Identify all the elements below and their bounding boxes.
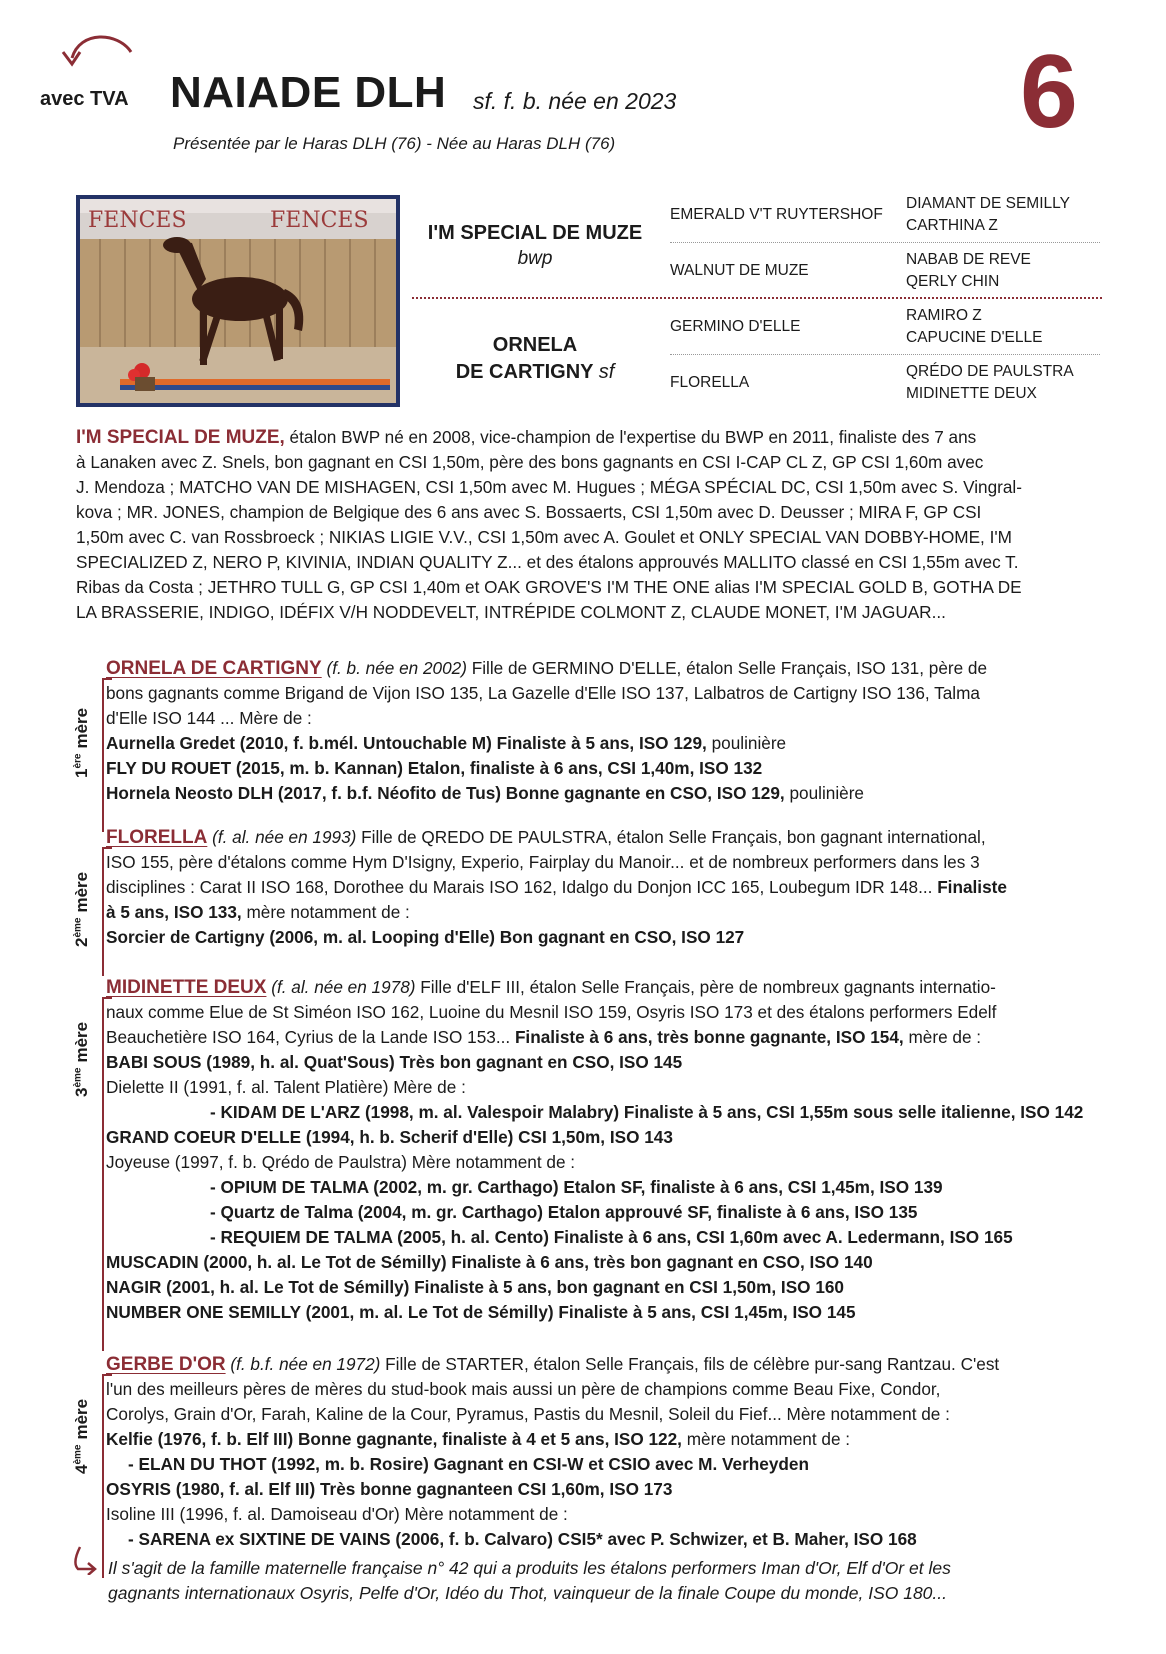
mere-bracket bbox=[102, 997, 104, 1351]
horse-info: sf. f. b. née en 2023 bbox=[473, 88, 677, 114]
mere-text-line bbox=[106, 875, 1007, 900]
mere-text: Isoline III (1996, f. al. Damoiseau d'Or) Mère notamment de : bbox=[106, 1504, 568, 1524]
mere-text-line bbox=[128, 1527, 917, 1552]
mere-text: l'un des meilleurs pères de mères du stud-book mais aussi un père de champions comme Beau Fixe, Condor, bbox=[106, 1379, 941, 1399]
mere-text: Joyeuse (1997, f. b. Qrédo de Paulstra) Mère notamment de : bbox=[106, 1152, 576, 1172]
sire-text: 1,50m avec C. van Rossbroeck ; NIKIAS LIGIE V.V., CSI 1,50m avec A. Goulet et ONLY SPECIAL VAN DOBBY-HOME, I'M bbox=[76, 527, 1012, 547]
mere-text-line bbox=[106, 1300, 856, 1325]
offspring-highlight: - ELAN DU THOT (1992, m. b. Rosire) Gagnant en CSI-W et CSIO avec M. Verheyden bbox=[128, 1454, 809, 1474]
mere-text-line bbox=[106, 706, 312, 731]
sire-text-line bbox=[76, 600, 1100, 625]
sire-text: à Lanaken avec Z. Snels, bon gagnant en CSI 1,50m, père des bons gagnants en CSI I-CAP CL Z, GP CSI 1,60m avec bbox=[76, 452, 984, 472]
offspring-highlight: à 5 ans, ISO 133, bbox=[106, 902, 242, 922]
mere-generation-label bbox=[72, 1399, 92, 1474]
mere-birth-info: (f. b.f. née en 1972) bbox=[230, 1354, 381, 1374]
offspring-highlight: MUSCADIN (2000, h. al. Le Tot de Sémilly) Finaliste à 6 ans, très bon gagnant en CSO, ISO 140 bbox=[106, 1252, 873, 1272]
offspring-highlight: GRAND COEUR D'ELLE (1994, h. b. Scherif d'Elle) CSI 1,50m, ISO 143 bbox=[106, 1127, 673, 1147]
sire-text-line bbox=[76, 425, 1100, 450]
lot-number: 6 bbox=[1020, 34, 1078, 150]
pedigree-dam-studbook: sf bbox=[598, 361, 615, 383]
footer-note bbox=[108, 1556, 1098, 1606]
mere-text: ISO 155, père d'étalons comme Hym D'Isigny, Experio, Fairplay du Manoir... et de nombreux performers dans les 3 bbox=[106, 852, 980, 872]
mere-text-line bbox=[210, 1100, 1083, 1125]
mere-generation-label bbox=[72, 1022, 92, 1097]
mere-text-line bbox=[106, 1250, 873, 1275]
mere-label-suffix: ère bbox=[72, 753, 84, 769]
mere-text: Fille de STARTER, étalon Selle Français, fils de célèbre pur-sang Rantzau. C'est bbox=[380, 1354, 1000, 1374]
offspring-highlight: NUMBER ONE SEMILLY (2001, m. al. Le Tot de Sémilly) Finaliste à 5 ans, CSI 1,45m, ISO 145 bbox=[106, 1302, 856, 1322]
mere-text: Fille d'ELF III, étalon Selle Français, père de nombreux gagnants internatio- bbox=[415, 977, 996, 997]
offspring-highlight: - SARENA ex SIXTINE DE VAINS (2006, f. b. Calvaro) CSI5* avec P. Schwizer, et B. Maher, ISO 168 bbox=[128, 1529, 917, 1549]
sire-text-line bbox=[76, 475, 1100, 500]
pedigree-dam-line2: DE CARTIGNY bbox=[455, 361, 594, 383]
sire-text-line bbox=[76, 575, 1100, 600]
mere-generation-label bbox=[72, 872, 92, 947]
pedigree-ggp-2: CARTHINA Z bbox=[906, 217, 998, 234]
mere-text-line bbox=[106, 731, 786, 756]
pedigree-ggp-7: QRÉDO DE PAULSTRA bbox=[906, 363, 1074, 380]
pedigree-ggp-6: CAPUCINE D'ELLE bbox=[906, 329, 1043, 346]
pedigree-divider-main bbox=[412, 297, 1102, 299]
horse-photo bbox=[76, 195, 400, 407]
offspring-highlight: NAGIR (2001, h. al. Le Tot de Sémilly) Finaliste à 5 ans, bon gagnant en CSI 1,50m, ISO 160 bbox=[106, 1277, 844, 1297]
mere-text: bons gagnants comme Brigand de Vijon ISO 135, La Gazelle d'Elle ISO 137, Lalbatros de Cartigny ISO 136, Talma bbox=[106, 683, 980, 703]
sire-text: Ribas da Costa ; JETHRO TULL G, GP CSI 1,40m et OAK GROVE'S I'M THE ONE alias I'M SPECIAL GOLD B, GOTHA DE bbox=[76, 577, 1022, 597]
mere-text-line bbox=[106, 1502, 568, 1527]
svg-text:FENCES: FENCES bbox=[270, 208, 369, 233]
offspring-highlight: - REQUIEM DE TALMA (2005, h. al. Cento) Finaliste à 6 ans, CSI 1,60m avec A. Ledermann, ISO 165 bbox=[210, 1227, 1013, 1247]
sire-name-heading: I'M SPECIAL DE MUZE, bbox=[76, 427, 285, 448]
mere-text-line bbox=[106, 1125, 673, 1150]
mere-name-heading: MIDINETTE DEUX bbox=[106, 977, 267, 998]
mere-text-line bbox=[128, 1452, 809, 1477]
pedigree-sire: I'M SPECIAL DE MUZE bbox=[427, 222, 643, 244]
mere-text-line bbox=[210, 1225, 1013, 1250]
offspring-highlight: FLY DU ROUET (2015, m. b. Kannan) Etalon, finaliste à 6 ans, CSI 1,40m, ISO 132 bbox=[106, 758, 763, 778]
mere-label-word: mère bbox=[72, 1021, 91, 1063]
mere-generation-label bbox=[72, 708, 92, 778]
svg-text:FENCES: FENCES bbox=[88, 208, 187, 233]
mere-text: d'Elle ISO 144 ... Mère de : bbox=[106, 708, 312, 728]
pedigree-gp-2: WALNUT DE MUZE bbox=[670, 262, 809, 279]
pedigree-divider bbox=[670, 242, 1100, 243]
offspring-highlight: Finaliste à 6 ans, très bonne gagnante, ISO 154, bbox=[514, 1027, 904, 1047]
mere-text: naux comme Elue de St Siméon ISO 162, Luoine du Mesnil ISO 159, Osyris ISO 173 et des étalons performers Edelf bbox=[106, 1002, 997, 1022]
mere-text-line bbox=[210, 1200, 917, 1225]
mere-name-heading: GERBE D'OR bbox=[106, 1354, 226, 1375]
offspring-highlight: Sorcier de Cartigny (2006, m. al. Looping d'Elle) Bon gagnant en CSO, ISO 127 bbox=[106, 927, 745, 947]
offspring-highlight: - OPIUM DE TALMA (2002, m. gr. Carthago) Etalon SF, finaliste à 6 ans, CSI 1,45m, ISO 139 bbox=[210, 1177, 943, 1197]
horse-name: NAIADE DLH bbox=[170, 68, 447, 117]
pedigree-ggp-4: QERLY CHIN bbox=[906, 273, 1000, 290]
footer-line-1: Il s'agit de la famille maternelle française n° 42 qui a produits les étalons performers Iman d'Or, Elf d'Or et les bbox=[108, 1558, 951, 1578]
mere-text-line bbox=[106, 756, 762, 781]
mere-text-line bbox=[106, 1427, 850, 1452]
mere-text-line bbox=[106, 1075, 466, 1100]
pedigree-ggp-8: MIDINETTE DEUX bbox=[906, 385, 1037, 402]
mere-label-word: mère bbox=[72, 707, 91, 749]
sire-text: J. Mendoza ; MATCHO VAN DE MISHAGEN, CSI 1,50m avec M. Hugues ; MÉGA SPÉCIAL DC, CSI 1,50m avec S. Vingral- bbox=[76, 477, 1022, 497]
sire-text-line bbox=[76, 550, 1100, 575]
mere-text: Corolys, Grain d'Or, Farah, Kaline de la Cour, Pyramus, Pastis du Mesnil, Soleil du Fief... Mère notamment de : bbox=[106, 1404, 950, 1424]
return-arrow-icon bbox=[72, 1545, 98, 1575]
sire-text: LA BRASSERIE, INDIGO, IDÉFIX V/H NODDEVELT, INTRÉPIDE COLMONT Z, CLAUDE MONET, I'M JAGUAR... bbox=[76, 602, 946, 622]
offspring-highlight: OSYRIS (1980, f. al. Elf III) Très bonne gagnanteen CSI 1,60m, ISO 173 bbox=[106, 1479, 673, 1499]
offspring-highlight: BABI SOUS (1989, h. al. Quat'Sous) Très bon gagnant en CSO, ISO 145 bbox=[106, 1052, 683, 1072]
mere-label-word: mère bbox=[72, 1398, 91, 1440]
mere-text: poulinière bbox=[784, 783, 864, 803]
mere-text-line bbox=[106, 1025, 981, 1050]
sire-text-line bbox=[76, 525, 1100, 550]
mere-text-line bbox=[106, 681, 980, 706]
mere-text-line bbox=[106, 975, 996, 1000]
mere-label-suffix: ème bbox=[72, 1067, 84, 1088]
sire-text-line bbox=[76, 450, 1100, 475]
mere-text-line bbox=[106, 850, 980, 875]
mere-text-line bbox=[210, 1175, 943, 1200]
mere-label-number: 2 bbox=[72, 937, 91, 947]
mere-text: disciplines : Carat II ISO 168, Dorothee du Marais ISO 162, Idalgo du Donjon ICC 165, Loubegum IDR 148... bbox=[106, 877, 938, 897]
mere-text-line bbox=[106, 1477, 672, 1502]
offspring-highlight: Aurnella Gredet (2010, f. b.mél. Untouchable M) Finaliste à 5 ans, ISO 129, bbox=[106, 733, 707, 753]
mere-text-line bbox=[106, 656, 987, 681]
mere-text-line bbox=[106, 900, 410, 925]
mere-birth-info: (f. al. née en 1978) bbox=[271, 977, 416, 997]
offspring-highlight: Finaliste bbox=[937, 877, 1007, 897]
mere-text: Fille de GERMINO D'ELLE, étalon Selle Français, ISO 131, père de bbox=[466, 658, 988, 678]
mere-text: mère de : bbox=[903, 1027, 982, 1047]
offspring-highlight: Kelfie (1976, f. b. Elf III) Bonne gagnante, finaliste à 4 et 5 ans, ISO 122, bbox=[106, 1429, 682, 1449]
mere-text-line bbox=[106, 1377, 940, 1402]
footer-line-2: gagnants internationaux Osyris, Pelfe d'Or, Idéo du Thot, vainqueur de la finale Coupe du monde, ISO 180... bbox=[108, 1583, 948, 1603]
pedigree-ggp-1: DIAMANT DE SEMILLY bbox=[906, 195, 1070, 212]
pedigree-dam bbox=[410, 332, 660, 386]
mere-text: poulinière bbox=[706, 733, 787, 753]
pedigree-divider bbox=[670, 354, 1100, 355]
mere-label-word: mère bbox=[72, 871, 91, 913]
mere-label-number: 1 bbox=[72, 768, 91, 778]
pedigree-gp-1: EMERALD V'T RUYTERSHOF bbox=[670, 206, 883, 223]
vat-label: avec TVA bbox=[40, 88, 129, 110]
mere-label-suffix: ème bbox=[72, 1444, 84, 1465]
mere-text-line bbox=[106, 925, 744, 950]
mere-text-line bbox=[106, 1150, 575, 1175]
mere-text: Fille de QREDO DE PAULSTRA, étalon Selle Français, bon gagnant international, bbox=[356, 827, 986, 847]
offspring-highlight: - KIDAM DE L'ARZ (1998, m. al. Valespoir Malabry) Finaliste à 5 ans, CSI 1,55m sous selle italienne, ISO 142 bbox=[210, 1102, 1084, 1122]
offspring-highlight: - Quartz de Talma (2004, m. gr. Carthago) Etalon approuvé SF, finaliste à 6 ans, ISO 135 bbox=[210, 1202, 918, 1222]
mere-bracket bbox=[102, 847, 104, 976]
mere-label-number: 4 bbox=[72, 1464, 91, 1474]
mere-text-line bbox=[106, 1352, 999, 1377]
curved-arrow-icon bbox=[58, 30, 138, 85]
mere-birth-info: (f. al. née en 1993) bbox=[212, 827, 357, 847]
mere-text: mère notamment de : bbox=[241, 902, 410, 922]
mere-name-heading: FLORELLA bbox=[106, 827, 208, 848]
mere-bracket bbox=[102, 678, 104, 832]
mere-text-line bbox=[106, 1402, 950, 1427]
mere-bracket bbox=[102, 1374, 104, 1578]
pedigree-gp-4: FLORELLA bbox=[670, 374, 750, 391]
mere-name-heading: ORNELA DE CARTIGNY bbox=[106, 658, 322, 679]
sire-text-line bbox=[76, 500, 1100, 525]
mere-text: mère notamment de : bbox=[681, 1429, 851, 1449]
mere-label-suffix: ème bbox=[72, 917, 84, 938]
mere-text: Beauchetière ISO 164, Cyrius de la Lande ISO 153... bbox=[106, 1027, 515, 1047]
presented-by: Présentée par le Haras DLH (76) - Née au Haras DLH (76) bbox=[173, 134, 616, 153]
pedigree-gp-3: GERMINO D'ELLE bbox=[670, 318, 801, 335]
mere-text-line bbox=[106, 1275, 844, 1300]
offspring-highlight: Hornela Neosto DLH (2017, f. b.f. Néofito de Tus) Bonne gagnante en CSO, ISO 129, bbox=[106, 783, 785, 803]
mere-text-line bbox=[106, 825, 986, 850]
mere-text-line bbox=[106, 1000, 996, 1025]
mere-birth-info: (f. b. née en 2002) bbox=[326, 658, 467, 678]
mere-text-line bbox=[106, 1050, 682, 1075]
sire-text: kova ; MR. JONES, champion de Belgique des 6 ans avec S. Bossaerts, CSI 1,50m avec D. Deusser ; MIRA F, GP CSI bbox=[76, 502, 982, 522]
pedigree-ggp-5: RAMIRO Z bbox=[906, 307, 982, 324]
pedigree-ggp-3: NABAB DE REVE bbox=[906, 251, 1031, 268]
sire-text: étalon BWP né en 2008, vice-champion de l'expertise du BWP en 2011, finaliste des 7 ans bbox=[284, 427, 977, 447]
sire-text: SPECIALIZED Z, NERO P, KIVINIA, INDIAN QUALITY Z... et des étalons approuvés MALLITO classé en CSI 1,55m avec T. bbox=[76, 552, 1019, 572]
mere-text: Dielette II (1991, f. al. Talent Platière) Mère de : bbox=[106, 1077, 466, 1097]
mere-text-line bbox=[106, 781, 864, 806]
pedigree-dam-line1: ORNELA bbox=[492, 334, 578, 356]
pedigree-sire-studbook: bwp bbox=[517, 248, 553, 269]
mere-label-number: 3 bbox=[72, 1087, 91, 1097]
